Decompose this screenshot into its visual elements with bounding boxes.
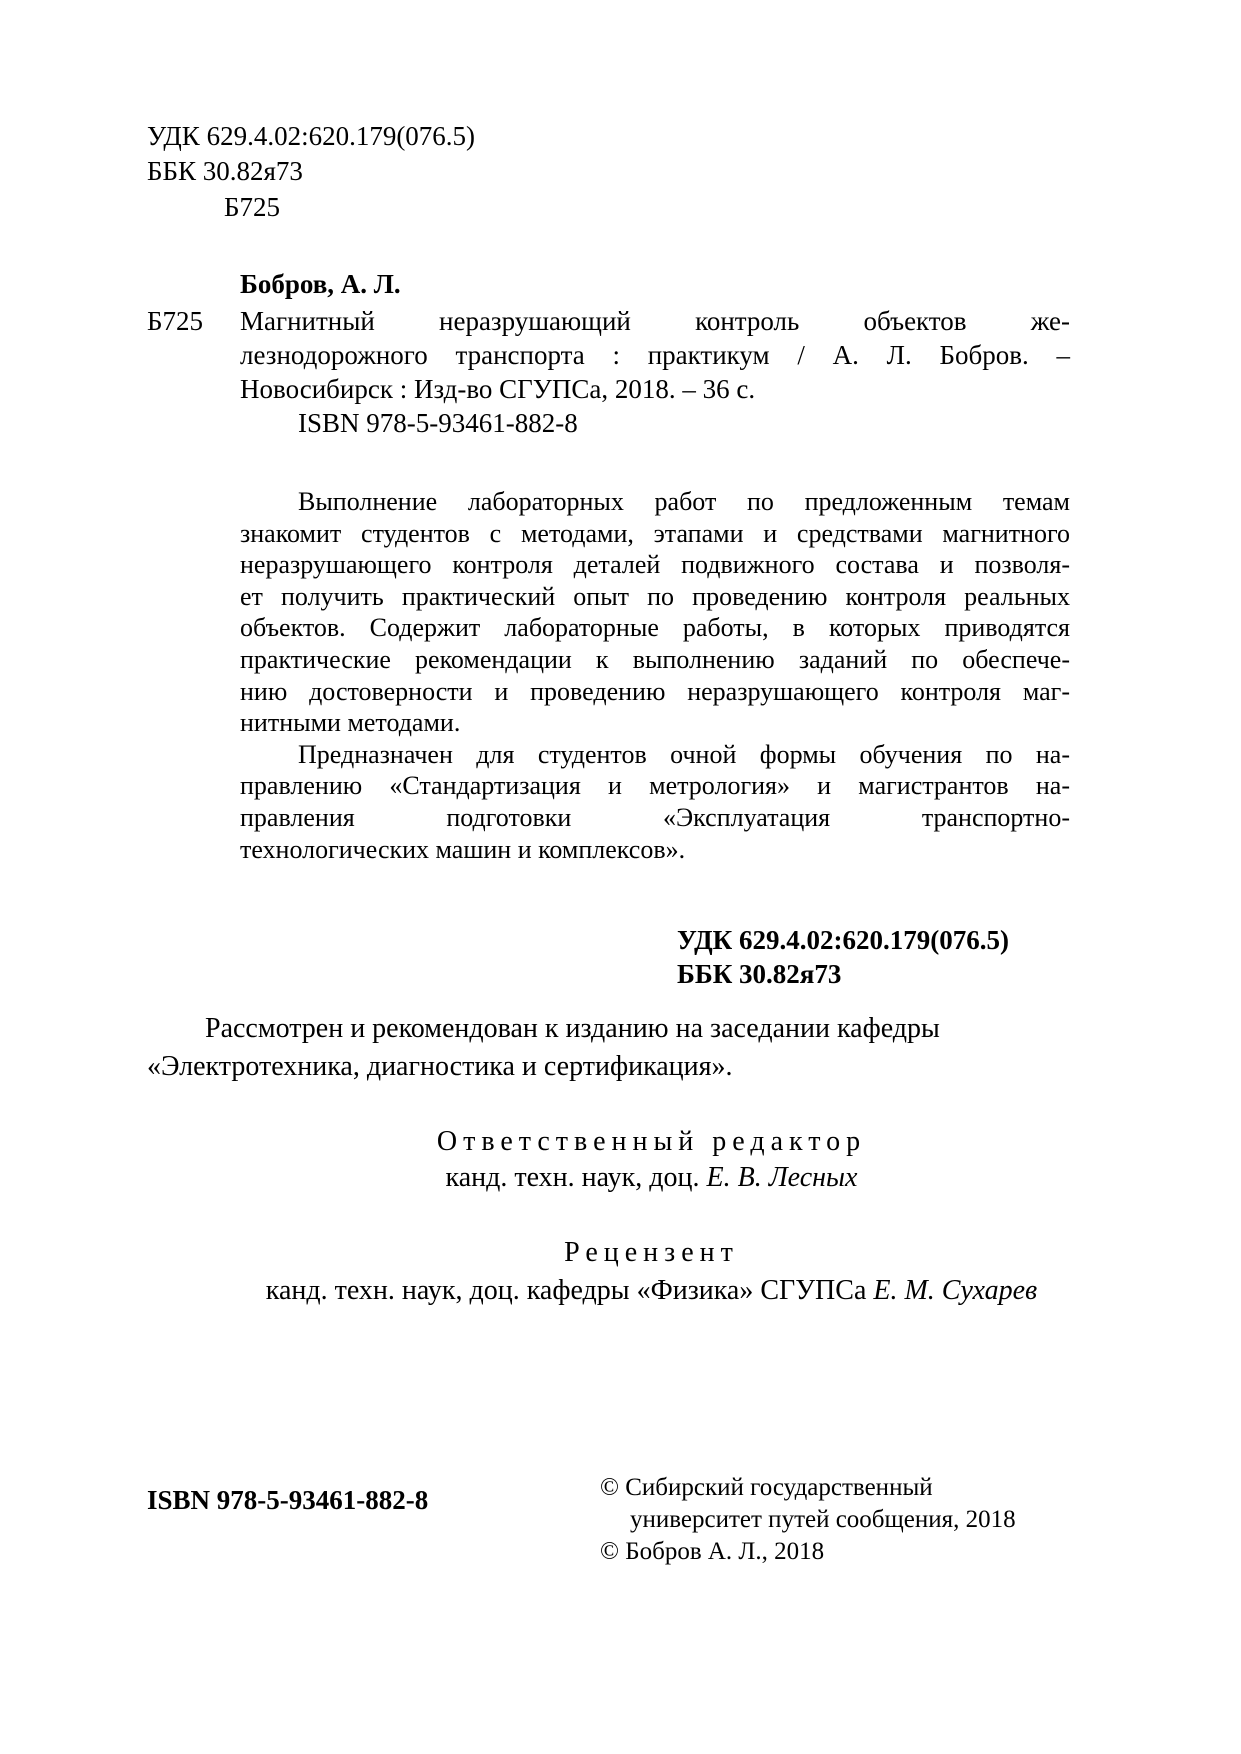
record-code: Б725 bbox=[147, 306, 204, 336]
reviewer-line bbox=[0, 1275, 1241, 1307]
bbk-top: ББК 30.82я73 bbox=[147, 156, 303, 186]
copyright-author: © Бобров А. Л., 2018 bbox=[600, 1538, 825, 1565]
reviewer-name: Е. М. Сухарев bbox=[873, 1275, 1038, 1306]
annotation-line: практические рекомендации к выполнению заданий по обеспече- bbox=[240, 644, 1070, 674]
recommendation-line: Рассмотрен и рекомендован к изданию на заседании кафедры bbox=[205, 1013, 940, 1044]
annotation-line: ет получить практический опыт по проведению контроля реальных bbox=[240, 581, 1070, 611]
copyright-university-line2: университет путей сообщения, 2018 bbox=[630, 1506, 1016, 1533]
editor-line bbox=[0, 1162, 1241, 1194]
author-code-top: Б725 bbox=[224, 192, 281, 222]
annotation bbox=[240, 486, 1070, 865]
record-isbn: ISBN 978-5-93461-882-8 bbox=[298, 408, 578, 438]
annotation-line: объектов. Содержит лабораторные работы, в которых приводятся bbox=[240, 613, 1070, 643]
isbn-bottom: ISBN 978-5-93461-882-8 bbox=[147, 1485, 429, 1515]
recommendation bbox=[147, 1013, 1087, 1089]
annotation-line: Предназначен для студентов очной формы обучения по на- bbox=[298, 739, 1070, 769]
udk-top: УДК 629.4.02:620.179(076.5) bbox=[147, 121, 476, 151]
editor-name: Е. В. Лесных bbox=[706, 1162, 858, 1193]
copyright-university-line1: © Сибирский государственный bbox=[600, 1474, 933, 1501]
record-line: лезнодорожного транспорта : практикум / А. Л. Бобров. – bbox=[240, 340, 1070, 370]
annotation-line: знакомит студентов с методами, этапами и средствами магнитного bbox=[240, 518, 1070, 548]
udk-bottom: УДК 629.4.02:620.179(076.5) bbox=[677, 925, 1009, 955]
annotation-line: нитными методами. bbox=[240, 708, 461, 738]
record-line: Магнитный неразрушающий контроль объектов же- bbox=[240, 306, 1070, 336]
annotation-line: Выполнение лабораторных работ по предложенным темам bbox=[298, 487, 1070, 516]
editor-heading: Ответственный редактор bbox=[436, 1126, 867, 1157]
bibliographic-record bbox=[240, 305, 1070, 441]
annotation-line: неразрушающего контроля деталей подвижного состава и позволя- bbox=[240, 550, 1070, 580]
annotation-line: правления подготовки «Эксплуатация транспортно- bbox=[240, 802, 1070, 832]
annotation-line: правлению «Стандартизация и метрология» и магистрантов на- bbox=[240, 771, 1070, 801]
record-line: Новосибирск : Изд-во СГУПСа, 2018. – 36 с. bbox=[240, 374, 756, 404]
annotation-paragraph-1 bbox=[240, 486, 1070, 739]
recommendation-line: «Электротехника, диагностика и сертификация». bbox=[147, 1051, 733, 1082]
annotation-paragraph-2 bbox=[240, 739, 1070, 865]
reviewer-credentials: канд. техн. наук, доц. кафедры «Физика» СГУПСа bbox=[265, 1275, 867, 1306]
author-name: Бобров, А. Л. bbox=[240, 269, 401, 299]
bbk-bottom: ББК 30.82я73 bbox=[677, 959, 842, 989]
annotation-line: технологических машин и комплексов». bbox=[240, 834, 686, 864]
reviewer-heading: Рецензент bbox=[564, 1237, 739, 1268]
editor-credentials: канд. техн. наук, доц. bbox=[445, 1162, 700, 1193]
annotation-line: нию достоверности и проведению неразрушающего контроля маг- bbox=[240, 676, 1070, 706]
